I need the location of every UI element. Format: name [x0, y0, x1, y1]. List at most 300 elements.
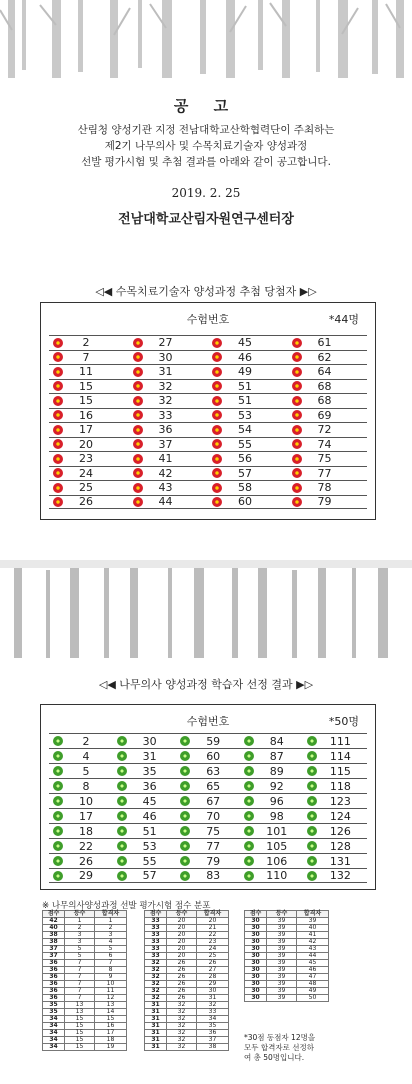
score-cell: 7: [95, 960, 127, 967]
clover-icon: [307, 871, 317, 881]
number-cell: [240, 780, 304, 793]
clover-icon: [180, 871, 190, 881]
number-row: [49, 480, 367, 495]
flower-icon: [53, 396, 63, 406]
score-cell: 26: [167, 988, 197, 995]
flower-icon: [292, 367, 302, 377]
exam-number: 26: [79, 495, 93, 509]
flower-icon: [212, 497, 222, 507]
clover-icon: [117, 856, 127, 866]
exam-number: 33: [158, 408, 173, 422]
score-cell: 22: [197, 932, 229, 939]
number-cell: [303, 765, 367, 778]
exam-number: 124: [329, 809, 351, 823]
score-cell: 2: [95, 925, 127, 932]
flower-icon: [292, 425, 302, 435]
exam-number: 101: [266, 824, 288, 838]
score-cell: 41: [297, 932, 329, 939]
number-cell: [288, 481, 368, 494]
clover-icon: [180, 796, 190, 806]
number-cell: [288, 452, 368, 465]
number-row: [49, 748, 367, 763]
score-cell: 20: [167, 946, 197, 953]
score-cell: 7: [65, 981, 95, 988]
exam-number: 74: [317, 437, 332, 451]
number-cell: [49, 423, 129, 436]
number-row: [49, 408, 367, 423]
score-header: 점수: [145, 911, 167, 918]
exam-number: 105: [266, 839, 288, 853]
lottery-grid: [49, 335, 367, 509]
exam-number: 89: [269, 764, 284, 778]
number-cell: [49, 365, 129, 378]
clover-icon: [53, 751, 63, 761]
exam-number: 53: [142, 839, 157, 853]
number-cell: [208, 409, 288, 422]
score-cell: 7: [65, 995, 95, 1002]
score-cell: 30: [245, 925, 267, 932]
exam-number: 7: [82, 350, 90, 364]
score-cell: 15: [65, 1030, 95, 1037]
number-cell: [113, 855, 177, 868]
clover-icon: [117, 736, 127, 746]
score-cell: 36: [43, 967, 65, 974]
score-cell: 40: [43, 925, 65, 932]
score-header: 등수: [65, 911, 95, 918]
exam-number: 128: [329, 839, 351, 853]
score-cell: 5: [65, 946, 95, 953]
exam-number: 25: [79, 481, 93, 495]
training-header: [41, 705, 375, 733]
number-row: [49, 495, 367, 510]
score-row: [43, 1044, 127, 1051]
exam-number: 15: [79, 379, 93, 393]
score-cell: 39: [267, 988, 297, 995]
flower-icon: [53, 367, 63, 377]
flower-icon: [53, 352, 63, 362]
score-cell: 32: [167, 1030, 197, 1037]
clover-icon: [244, 751, 254, 761]
exam-number: 64: [317, 365, 332, 379]
score-cell: 39: [267, 960, 297, 967]
score-cell: 32: [145, 981, 167, 988]
exam-number: 22: [79, 839, 93, 853]
number-cell: [288, 438, 368, 451]
notice-intro: [0, 122, 412, 170]
flower-icon: [212, 439, 222, 449]
clover-icon: [307, 841, 317, 851]
exam-number: 10: [79, 794, 93, 808]
clover-icon: [180, 856, 190, 866]
score-cell: 25: [197, 953, 229, 960]
exam-number: 18: [79, 824, 93, 838]
score-cell: 4: [95, 939, 127, 946]
score-cell: 45: [297, 960, 329, 967]
exam-number: 55: [142, 854, 157, 868]
score-cell: 33: [145, 953, 167, 960]
score-cell: 39: [267, 932, 297, 939]
clover-icon: [244, 871, 254, 881]
number-cell: [208, 495, 288, 508]
lottery-heading: ◁◀ 수목치료기술자 양성과정 추첨 당첨자 ▶▷: [95, 285, 317, 298]
number-cell: [240, 869, 304, 882]
number-cell: [113, 810, 177, 823]
number-cell: [208, 452, 288, 465]
score-cell: 13: [95, 1002, 127, 1009]
flower-icon: [292, 454, 302, 464]
flower-icon: [212, 338, 222, 348]
winner-count: *44명: [328, 313, 359, 326]
score-cell: 2: [65, 925, 95, 932]
flower-icon: [133, 338, 143, 348]
training-box: [40, 704, 376, 890]
score-cell: 40: [297, 925, 329, 932]
number-cell: [49, 481, 129, 494]
exam-number: 68: [317, 394, 332, 408]
exam-number: 61: [317, 336, 332, 350]
flower-icon: [292, 468, 302, 478]
score-cell: 21: [197, 925, 229, 932]
selected-count: *50명: [328, 715, 359, 728]
number-cell: [129, 423, 209, 436]
exam-number: 30: [142, 734, 157, 748]
exam-number: 75: [206, 824, 221, 838]
score-cell: 31: [145, 1030, 167, 1037]
clover-icon: [180, 766, 190, 776]
score-cell: 32: [145, 967, 167, 974]
score-cell: 36: [43, 988, 65, 995]
number-cell: [240, 840, 304, 853]
number-cell: [113, 780, 177, 793]
clover-icon: [244, 841, 254, 851]
number-cell: [113, 795, 177, 808]
number-row: [49, 838, 367, 853]
number-cell: [176, 795, 240, 808]
score-cell: 35: [43, 1009, 65, 1016]
score-cell: 20: [167, 953, 197, 960]
number-cell: [176, 869, 240, 882]
score-cell: 17: [95, 1030, 127, 1037]
number-cell: [176, 810, 240, 823]
flower-icon: [212, 483, 222, 493]
intro-line: 제2기 나무의사 및 수목치료기술자 양성과정: [104, 140, 308, 152]
clover-icon: [53, 781, 63, 791]
number-cell: [129, 336, 209, 349]
clover-icon: [53, 856, 63, 866]
number-cell: [288, 423, 368, 436]
training-heading: ◁◀ 나무의사 양성과정 학습자 선정 결과 ▶▷: [98, 678, 314, 691]
clover-icon: [244, 766, 254, 776]
number-cell: [288, 409, 368, 422]
flower-icon: [212, 352, 222, 362]
exam-number: 96: [269, 794, 284, 808]
exam-number-label: 수험번호: [186, 715, 230, 728]
score-cell: 7: [65, 974, 95, 981]
clover-icon: [53, 766, 63, 776]
number-cell: [240, 825, 304, 838]
score-cell: 31: [145, 1002, 167, 1009]
number-cell: [176, 855, 240, 868]
flower-icon: [53, 497, 63, 507]
score-cell: 36: [43, 981, 65, 988]
exam-number: 46: [238, 350, 252, 364]
number-row: [49, 853, 367, 868]
exam-number: 35: [142, 764, 157, 778]
clover-icon: [53, 811, 63, 821]
number-row: [49, 437, 367, 452]
score-cell: 37: [43, 953, 65, 960]
clover-icon: [307, 796, 317, 806]
exam-number: 65: [206, 779, 221, 793]
exam-number: 26: [79, 854, 93, 868]
score-header: 합격자: [297, 911, 329, 918]
score-cell: 30: [245, 932, 267, 939]
score-cell: 39: [267, 939, 297, 946]
score-cell: 32: [145, 995, 167, 1002]
number-cell: [288, 394, 368, 407]
score-cell: 32: [167, 1002, 197, 1009]
number-cell: [49, 765, 113, 778]
score-cell: 26: [197, 960, 229, 967]
score-cell: 30: [245, 981, 267, 988]
score-cell: 30: [245, 918, 267, 925]
flower-icon: [53, 410, 63, 420]
number-cell: [303, 840, 367, 853]
score-cell: 34: [43, 1023, 65, 1030]
lottery-box: [40, 302, 376, 520]
flower-icon: [133, 425, 143, 435]
score-cell: 31: [145, 1023, 167, 1030]
number-cell: [176, 825, 240, 838]
score-header: 합격자: [197, 911, 229, 918]
exam-number: 29: [79, 869, 93, 882]
score-row: [145, 1044, 229, 1051]
training-grid: [49, 733, 367, 883]
number-cell: [49, 467, 129, 480]
number-cell: [208, 394, 288, 407]
clover-icon: [117, 751, 127, 761]
forest-banner-top: [0, 0, 412, 78]
exam-number: 24: [79, 466, 93, 480]
score-cell: 33: [145, 946, 167, 953]
flower-icon: [133, 396, 143, 406]
exam-number: 45: [238, 336, 252, 350]
number-cell: [129, 495, 209, 508]
score-cell: 32: [197, 1002, 229, 1009]
exam-number: 98: [269, 809, 284, 823]
score-table-1: [42, 910, 127, 1051]
score-cell: 6: [95, 953, 127, 960]
exam-number: 131: [329, 854, 351, 868]
exam-number: 110: [266, 869, 288, 882]
exam-number: 78: [317, 481, 332, 495]
number-row: [49, 335, 367, 350]
score-cell: 35: [197, 1023, 229, 1030]
clover-icon: [180, 811, 190, 821]
number-row: [49, 778, 367, 793]
score-cell: 19: [95, 1044, 127, 1051]
score-cell: 31: [197, 995, 229, 1002]
score-cell: 15: [65, 1016, 95, 1023]
score-cell: 44: [297, 953, 329, 960]
exam-number-label: 수험번호: [186, 313, 230, 326]
flower-icon: [212, 381, 222, 391]
score-cell: 31: [145, 1009, 167, 1016]
exam-number: 5: [82, 764, 90, 778]
exam-number: 43: [158, 481, 173, 495]
score-cell: 14: [95, 1009, 127, 1016]
lottery-header: [41, 303, 375, 331]
number-cell: [208, 438, 288, 451]
score-cell: 26: [167, 995, 197, 1002]
number-cell: [129, 351, 209, 364]
clover-icon: [53, 826, 63, 836]
clover-icon: [117, 871, 127, 881]
exam-number: 15: [79, 394, 93, 408]
flower-icon: [53, 381, 63, 391]
forest-banner-middle: [0, 560, 412, 658]
exam-number: 23: [79, 452, 93, 466]
number-cell: [49, 840, 113, 853]
number-cell: [113, 825, 177, 838]
score-cell: 18: [95, 1037, 127, 1044]
exam-number: 72: [317, 423, 332, 437]
flower-icon: [133, 381, 143, 391]
score-cell: 32: [145, 960, 167, 967]
score-cell: 39: [267, 953, 297, 960]
score-cell: 12: [95, 995, 127, 1002]
flower-icon: [133, 497, 143, 507]
flower-icon: [53, 468, 63, 478]
clover-icon: [307, 766, 317, 776]
exam-number: 126: [329, 824, 351, 838]
number-row: [49, 763, 367, 778]
score-cell: 26: [167, 974, 197, 981]
score-cell: 50: [297, 995, 329, 1002]
score-table-2: [144, 910, 229, 1051]
clover-icon: [180, 751, 190, 761]
score-note: *30점 동점자 12명을 모두 합격자로 선정하여 총 50명입니다.: [244, 1033, 316, 1062]
score-cell: 33: [145, 939, 167, 946]
score-cell: 8: [95, 967, 127, 974]
score-cell: 30: [245, 953, 267, 960]
score-cell: 37: [197, 1037, 229, 1044]
flower-icon: [212, 454, 222, 464]
exam-number: 92: [269, 779, 284, 793]
exam-number: 36: [158, 423, 173, 437]
number-row: [49, 393, 367, 408]
score-cell: 32: [167, 1009, 197, 1016]
exam-number: 60: [206, 749, 221, 763]
number-cell: [240, 810, 304, 823]
exam-number: 36: [142, 779, 157, 793]
exam-number: 16: [79, 408, 93, 422]
exam-number: 111: [329, 734, 351, 748]
flower-icon: [292, 483, 302, 493]
score-cell: 46: [297, 967, 329, 974]
number-cell: [176, 750, 240, 763]
exam-number: 57: [142, 869, 157, 882]
flower-icon: [53, 483, 63, 493]
clover-icon: [53, 871, 63, 881]
number-cell: [288, 495, 368, 508]
exam-number: 67: [206, 794, 221, 808]
exam-number: 20: [79, 437, 93, 451]
exam-number: 54: [238, 423, 252, 437]
exam-number: 123: [329, 794, 351, 808]
score-cell: 30: [245, 939, 267, 946]
score-cell: 23: [197, 939, 229, 946]
clover-icon: [244, 811, 254, 821]
number-cell: [129, 481, 209, 494]
exam-number: 57: [238, 466, 252, 480]
number-cell: [113, 840, 177, 853]
clover-icon: [307, 751, 317, 761]
exam-number: 58: [238, 481, 252, 495]
number-cell: [129, 409, 209, 422]
number-row: [49, 868, 367, 883]
number-row: [49, 808, 367, 823]
score-cell: 26: [167, 967, 197, 974]
number-row: [49, 793, 367, 808]
score-cell: 5: [65, 953, 95, 960]
score-cell: 36: [43, 974, 65, 981]
score-header: 등수: [267, 911, 297, 918]
notice-title: 공 고: [173, 97, 239, 115]
exam-number: 51: [142, 824, 157, 838]
score-cell: 28: [197, 974, 229, 981]
clover-icon: [117, 841, 127, 851]
clover-icon: [117, 796, 127, 806]
flower-icon: [292, 352, 302, 362]
number-cell: [49, 495, 129, 508]
score-cell: 32: [145, 974, 167, 981]
number-cell: [303, 825, 367, 838]
exam-number: 77: [317, 466, 332, 480]
number-cell: [208, 351, 288, 364]
exam-number: 44: [158, 495, 173, 509]
clover-icon: [117, 766, 127, 776]
clover-icon: [244, 781, 254, 791]
number-cell: [176, 780, 240, 793]
exam-number: 118: [329, 779, 351, 793]
clover-icon: [117, 781, 127, 791]
flower-icon: [53, 454, 63, 464]
score-cell: 15: [95, 1016, 127, 1023]
score-cell: 38: [43, 932, 65, 939]
score-cell: 39: [267, 967, 297, 974]
score-cell: 34: [43, 1030, 65, 1037]
score-cell: 34: [43, 1037, 65, 1044]
flower-icon: [133, 468, 143, 478]
number-cell: [208, 336, 288, 349]
score-cell: 24: [197, 946, 229, 953]
flower-icon: [53, 338, 63, 348]
score-cell: 47: [297, 974, 329, 981]
number-cell: [49, 869, 113, 882]
number-row: [49, 451, 367, 466]
score-cell: 42: [297, 939, 329, 946]
exam-number: 55: [238, 437, 252, 451]
number-cell: [113, 750, 177, 763]
score-cell: 10: [95, 981, 127, 988]
number-cell: [176, 765, 240, 778]
clover-icon: [180, 781, 190, 791]
number-cell: [240, 735, 304, 748]
score-cell: 7: [65, 988, 95, 995]
number-cell: [49, 780, 113, 793]
number-cell: [49, 336, 129, 349]
